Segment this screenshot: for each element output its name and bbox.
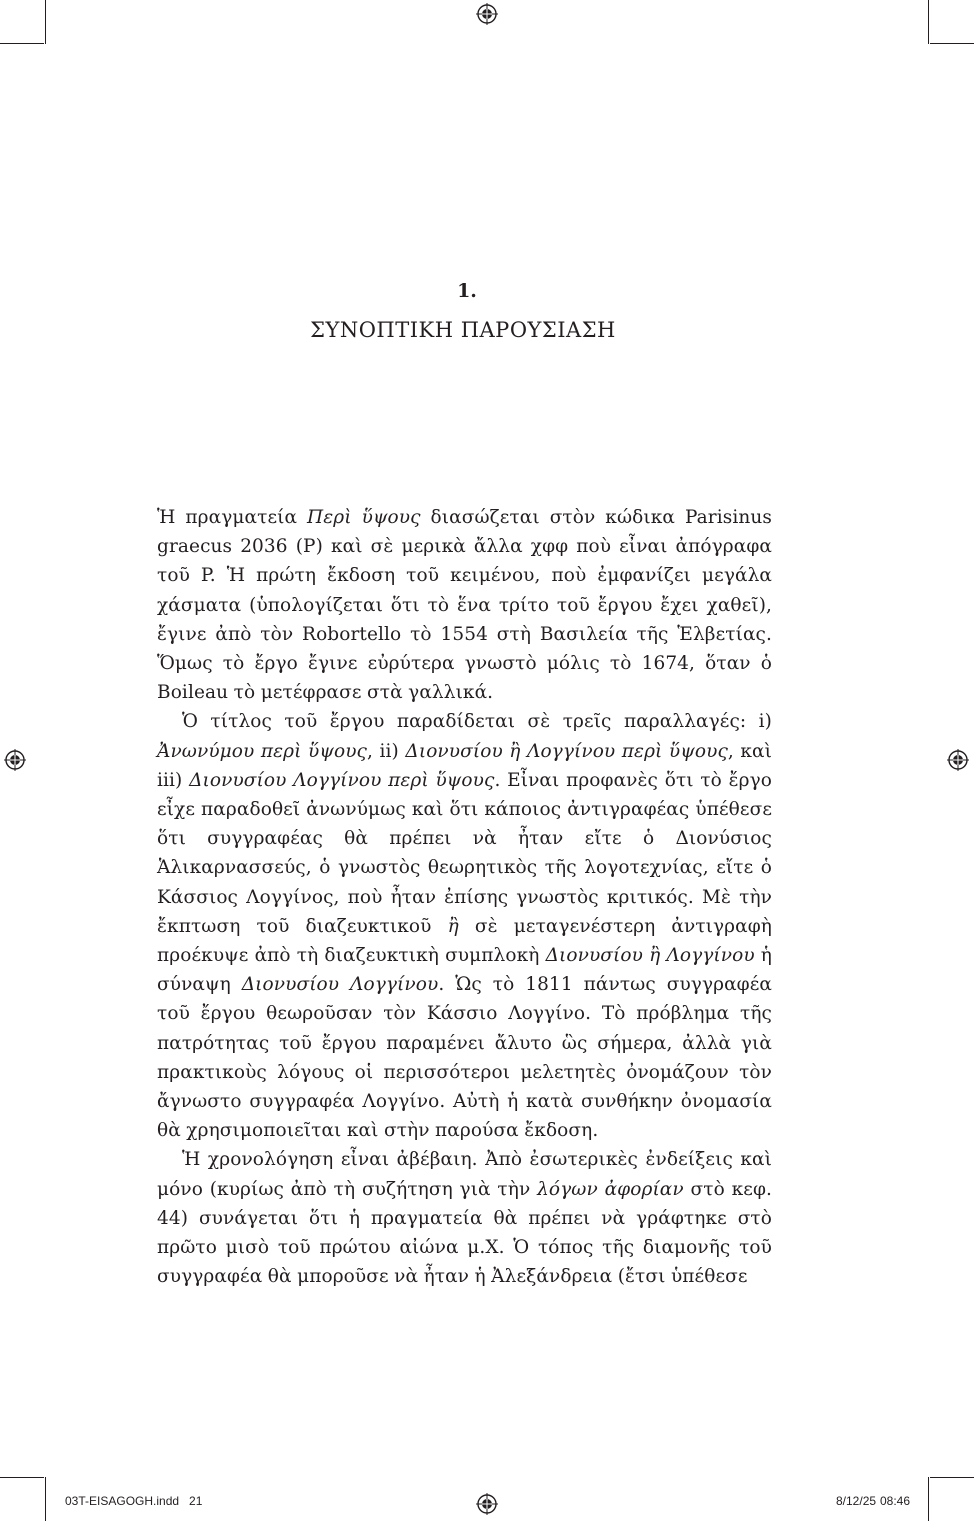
italic-run: Διονυσίου ἢ Λογγίνου περὶ ὕψους [405, 740, 728, 762]
registration-mark-icon [476, 3, 498, 25]
text-run: σὲ μεταγενέστερη ἀντιγραφὴ προέκυψε ἀπὸ τὴ διαζευκτικὴ συμπλοκὴ [157, 915, 772, 967]
slug-date: 8/12/25 [836, 1494, 877, 1508]
italic-run: Διονυσίου Λογγίνου [241, 974, 439, 996]
italic-run: ἢ [447, 915, 459, 937]
text-run: , ii) [367, 740, 406, 762]
chapter-title: ΣΥΝΟΠΤΙΚΗ ΠΑΡΟΥΣΙΑΣΗ [310, 318, 616, 342]
paragraph [157, 503, 772, 707]
italic-run: Περὶ ὕψους [307, 507, 421, 528]
text-run: ἡ σύναψη [157, 945, 772, 996]
crop-mark-right-bottom [930, 1477, 974, 1478]
chapter-number: 1. [457, 280, 477, 302]
text-run: . Ὡς τὸ 1811 πάντως συγγραφέα τοῦ ἔργου θεωροῦσαν τὸν Κάσσιο Λογγίνο. Τὸ πρόβλημα τῆς πατρότητας τοῦ ἔργου παραμένει ἄλυτο ὣς σήμερα, ἀλλὰ γιὰ πρακτικοὺς λόγους οἱ περισσότεροι μελετητὲς ὀνομάζουν τὸν ἄγνωστο συγγραφέα Λογγίνο. Αὐτὴ ἡ κατὰ συνθήκην ὀνομασία θὰ χρησιμοποιεῖται καὶ στὴν παρούσα ἔκδοση. [157, 974, 772, 1142]
crop-mark-bottom-right [928, 1477, 929, 1521]
text-run: Ὁ τίτλος τοῦ ἔργου παραδίδεται σὲ τρεῖς παραλλαγές: i) [182, 711, 772, 733]
text-run: διασώζεται στὸν κώδικα Parisinus graecus 2036 (P) καὶ σὲ μερικὰ ἄλλα χφφ ποὺ εἶναι ἀπόγραφα τοῦ P. Ἡ πρώτη ἔκδοση τοῦ κειμένου, ποὺ ἐμφανίζει μεγάλα χάσματα (ὑπολογίζεται ὅτι τὸ ἕνα τρίτο τοῦ ἔργου ἔχει χαθεῖ), ἔγινε ἀπὸ τὸν Robortello τὸ 1554 στὴ Βασιλεία τῆς Ἑλβετίας. Ὅμως τὸ ἔργο ἔγινε εὐρύτερα γνωστὸ μόλις τὸ 1674, ὅταν ὁ Boileau τὸ μετέφρασε στὰ γαλλικά. [157, 507, 772, 704]
italic-run: Διονυσίου Λογγίνου περὶ ὕψους [189, 769, 495, 791]
italic-run: λόγων ἀφορίαν [537, 1178, 684, 1200]
crop-mark-top-left [45, 0, 46, 44]
crop-mark-left-bottom [0, 1477, 44, 1478]
text-run: στὸ κεφ. 44) συνάγεται ὅτι ἡ πραγματεία θὰ πρέπει νὰ γράφτηκε στὸ πρῶτο μισὸ τοῦ πρώτου αἰώνα μ.Χ. Ὁ τόπος τῆς διαμονῆς τοῦ συγγραφέα θὰ μποροῦσε νὰ ἦταν ἡ Ἀλεξάνδρεια (ἔτσι ὑπέθεσε [157, 1178, 772, 1288]
paragraph [157, 1145, 772, 1291]
registration-mark-icon [476, 1493, 498, 1515]
crop-mark-top-right [928, 0, 929, 44]
italic-run: Διονυσίου ἢ Λογγίνου [545, 945, 755, 967]
registration-mark-icon [947, 749, 969, 771]
text-run: , καὶ iii) [157, 740, 773, 791]
text-run: . Εἶναι προφανὲς ὅτι τὸ ἔργο εἶχε παραδοθεῖ ἀνωνύμως καὶ ὅτι κάποιος ἀντιγραφέας ὑπέθεσε ὅτι συγγραφέας θὰ πρέπει νὰ ἦταν εἴτε ὁ Διονύσιος Ἁλικαρνασσεύς, ὁ γνωστὸς θεωρητικὸς τῆς λογοτεχνίας, εἴτε ὁ Κάσσιος Λογγίνος, ποὺ ἦταν ἐπίσης γνωστὸς κριτικός. Μὲ τὴν ἔκπτωση τοῦ διαζευκτικοῦ [157, 769, 772, 937]
slug-filename: 03T-EISAGOGH.indd 21 [65, 1494, 203, 1508]
text-run: Ἡ χρονολόγηση εἶναι ἀβέβαιη. Ἀπὸ ἐσωτερικὲς ἐνδείξεις καὶ μόνο (κυρίως ἀπὸ τὴ συζήτηση γιὰ τὴν [157, 1149, 772, 1200]
crop-mark-right-top [930, 43, 974, 44]
slug-time: 08:46 [880, 1494, 911, 1508]
italic-run: Ἀνωνύμου περὶ ὕψους [157, 740, 368, 762]
registration-mark-icon [4, 749, 26, 771]
crop-mark-left-top [0, 43, 44, 44]
text-run: Ἡ πραγματεία [157, 507, 308, 528]
body-text [157, 503, 772, 1291]
crop-mark-bottom-left [45, 1477, 46, 1521]
paragraph [157, 707, 772, 1145]
